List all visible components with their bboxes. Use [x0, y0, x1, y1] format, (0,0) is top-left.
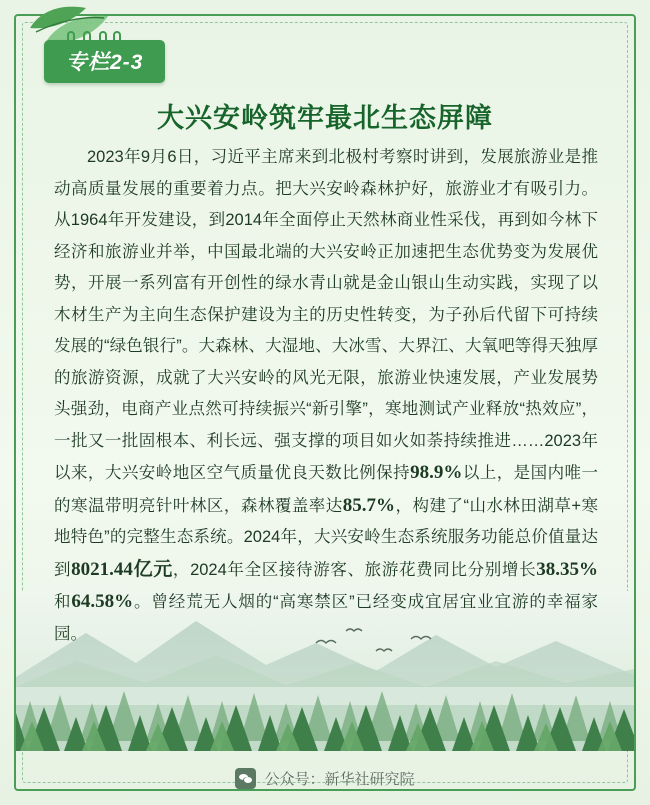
column-tag [44, 40, 165, 83]
footer [0, 751, 650, 805]
body-paragraph-4: ，2024年全区接待游客、旅游花费同比分别增长 [172, 560, 537, 579]
stat-eco-value: 8021.44亿元 [71, 558, 173, 580]
footer-label: 公众号：新华社研究院 [264, 770, 415, 788]
body-paragraph-5: 和 [54, 593, 72, 611]
tag-clip-icon [62, 31, 124, 43]
body-paragraph-3: ，构建了“山水林田湖草+寒地特色”的完整生态系统。2024年，大兴安岭生态系统服务功能总价值量达到 [54, 496, 598, 579]
wechat-icon [235, 768, 256, 789]
page-title: 大兴安岭筑牢最北生态屏障 [157, 103, 493, 133]
column-tag-label: 专栏2-3 [44, 40, 165, 83]
body-paragraph-6: 。曾经荒无人烟的“高寒禁区”已经变成宜居宜业宜游的幸福家园。 [54, 593, 598, 643]
stat-air-quality: 98.9% [410, 462, 463, 483]
stat-spending-growth: 64.58% [71, 591, 134, 612]
body-paragraph-1: 2023年9月6日，习近平主席来到北极村考察时讲到，发展旅游业是推动高质量发展的重要着力点。把大兴安岭森林护好，旅游业才有吸引力。从1964年开发建设，到2014年全面停止天然林商业性采伐，再到如今林下经济和旅游业并举，中国最北端的大兴安岭正加速把生态优势变为发展优势，开展一系列富有开创性的绿水青山就是金山银山生动实践，实现了以木材生产为主向生态保护建设为主的历史性转变，为子孙后代留下可持续发展的“绿色银行”。大森林、大湿地、大冰雪、大界江、大氧吧等得天独厚的旅游资源，成就了大兴安岭的风光无限，旅游业快速发展，产业发展势头强劲，电商产业点然可持续振兴“新引擎”，寒地测试产业释放“热效应”，一批又一批固根本、利长远、强支撑的项目如火如荼持续推进……2023年以来，大兴安岭地区空气质量优良天数比例保持 [54, 148, 598, 482]
stat-forest-coverage: 85.7% [342, 494, 396, 516]
body-text [54, 142, 598, 650]
stat-tourist-growth: 38.35% [536, 558, 599, 580]
body-paragraph-2: 以上，是国内唯一的寒温带明亮针叶林区，森林覆盖率达 [54, 464, 599, 515]
